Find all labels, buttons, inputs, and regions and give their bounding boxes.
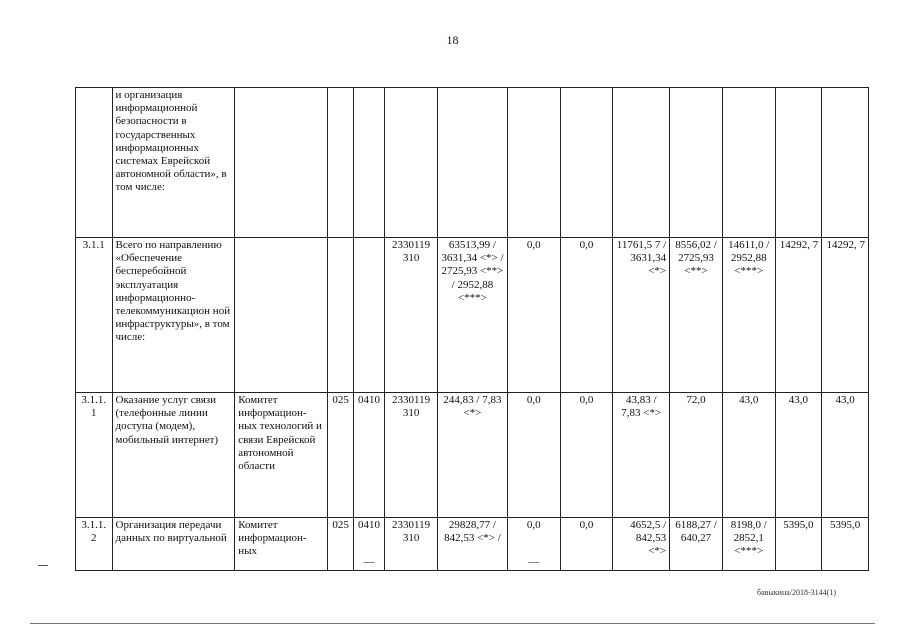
row-name: Всего по направлению «Обеспечение бесперебойной эксплуатация информационно-телекоммуникацион ной инфраструктуры», в том числе: <box>112 238 235 393</box>
row-csr: 2330119 310 <box>385 518 438 571</box>
row-y2020: 8198,0 / 2852,1 <***> <box>722 518 775 571</box>
table-row <box>76 393 869 518</box>
row-y2021 <box>775 88 822 238</box>
row-y2018: 4652,5 / 842,53 <*> <box>613 518 670 571</box>
row-y2017 <box>560 88 613 238</box>
row-csr: 2330119 310 <box>385 393 438 518</box>
row-y2016 <box>507 88 560 238</box>
row-csr <box>385 88 438 238</box>
row-name: и организация информационной безопасности в государственных информационных системах Еврейской автономной области», в том числе: <box>112 88 235 238</box>
document-stamp: бавыкина/2018-3144(1) <box>757 588 836 597</box>
budget-table <box>75 87 869 571</box>
row-y2016 <box>507 518 560 571</box>
row-rz: 0410 <box>353 393 384 518</box>
row-y2022 <box>822 88 869 238</box>
row-y2021: 5395,0 <box>775 518 822 571</box>
row-y2018: 43,83 / 7,83 <*> <box>613 393 670 518</box>
page-number: 18 <box>446 33 459 47</box>
row-name: Оказание услуг связи (телефонные линии доступа (модем), мобильный интернет) <box>112 393 235 518</box>
row-y2017: 0,0 <box>560 238 613 393</box>
row-y2016: 0,0 <box>507 238 560 393</box>
dash-mark: — <box>528 556 540 569</box>
row-y2018: 11761,5 7 / 3631,34 <*> <box>613 238 670 393</box>
row-rz <box>353 88 384 238</box>
row-number <box>76 88 113 238</box>
row-y2020 <box>722 88 775 238</box>
row-y2017: 0,0 <box>560 518 613 571</box>
row-number: 3.1.1. 1 <box>76 393 113 518</box>
row-grbs: 025 <box>328 518 353 571</box>
row-y2017: 0,0 <box>560 393 613 518</box>
row-number: 3.1.1. 2 <box>76 518 113 571</box>
row-y2022: 14292, 7 <box>822 238 869 393</box>
row-y2020: 14611,0 / 2952,88 <***> <box>722 238 775 393</box>
row-total: 244,83 / 7,83 <*> <box>437 393 507 518</box>
row-total: 63513,99 / 3631,34 <*> / 2725,93 <**> / 2952,88 <***> <box>437 238 507 393</box>
row-y2016-value: 0,0 <box>526 519 541 531</box>
row-grbs <box>328 238 353 393</box>
row-y2021: 14292, 7 <box>775 238 822 393</box>
margin-mark <box>38 565 48 566</box>
row-executor <box>235 238 328 393</box>
row-rz <box>353 518 384 571</box>
row-y2019: 72,0 <box>670 393 723 518</box>
row-grbs: 025 <box>328 393 353 518</box>
row-grbs <box>328 88 353 238</box>
row-y2016: 0,0 <box>507 393 560 518</box>
table-row <box>76 238 869 393</box>
row-executor: Комитет информацион-ных <box>235 518 328 571</box>
row-total <box>437 88 507 238</box>
dash-mark: — <box>363 556 375 569</box>
row-total: 29828,77 / 842,53 <*> / <box>437 518 507 571</box>
row-y2019 <box>670 88 723 238</box>
row-y2019: 6188,27 / 640,27 <box>670 518 723 571</box>
table-row <box>76 88 869 238</box>
footer-divider <box>30 623 875 624</box>
row-executor <box>235 88 328 238</box>
table-row <box>76 518 869 571</box>
row-name: Организация передачи данных по виртуальной <box>112 518 235 571</box>
row-y2018 <box>613 88 670 238</box>
row-csr: 2330119 310 <box>385 238 438 393</box>
row-executor: Комитет информацион-ных технологий и связи Еврейской автономной области <box>235 393 328 518</box>
row-y2022: 43,0 <box>822 393 869 518</box>
row-y2021: 43,0 <box>775 393 822 518</box>
row-y2019: 8556,02 / 2725,93 <**> <box>670 238 723 393</box>
row-rz-value: 0410 <box>358 519 381 531</box>
row-y2022: 5395,0 <box>822 518 869 571</box>
row-y2020: 43,0 <box>722 393 775 518</box>
row-number: 3.1.1 <box>76 238 113 393</box>
row-rz <box>353 238 384 393</box>
